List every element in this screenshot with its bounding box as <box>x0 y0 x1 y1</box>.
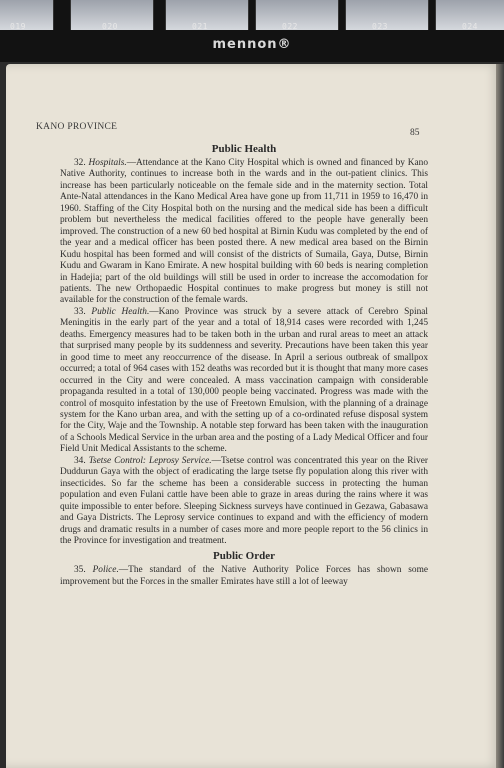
paragraph-title: Public Health. <box>91 306 150 317</box>
section-heading: Public Health <box>211 143 277 155</box>
film-strip <box>0 0 504 62</box>
page-number: 85 <box>410 128 420 138</box>
scanner-brand-logo: mennon® <box>212 37 292 52</box>
paragraph <box>60 158 428 307</box>
paragraph-number: 35. <box>74 565 86 576</box>
paragraph-body: —Tsetse control was concentrated this year on the River Duddurun Gaya with the object of eradicating the large tsetse fly population along this river with insecticides. So far the scheme has been a considerable success in protecting the human population and even Fulani cattle have been able to graze in areas during the rains where it was quite impossible to enter before. Sleeping Sickness surveys have continued in Gezawa, Gabasawa and Gaya Districts. The Leprosy service continues to expand and with the efficiency of modern drugs and dramatic results in a number of cases more and more people report to the 56 clinics in the Province for investigation and treatment. <box>60 455 428 546</box>
frame-number: 022 <box>282 22 298 31</box>
frame-number: 024 <box>462 22 478 31</box>
paragraph-title: Hospitals. <box>88 158 127 168</box>
paragraph-number: 32. <box>74 158 86 168</box>
running-header: KANO PROVINCE <box>36 122 118 132</box>
section-heading: Public Order <box>212 550 276 563</box>
paragraph-body: —Attendance at the Kano City Hospital which is owned and financed by Kano Native Authority, continues to increase both in the wards and in the out-patient clinics. This increase has been particularly noticeable on the female side and in the maternity section. Total Ante-Natal attendances in the Kano Medical Area have gone up from 11,711 in 1959 to 16,470 in 1960. Staffing of the City Hospital both on the nursing and the medical side has been a difficult problem but nevertheless the medical facilities offered to the people have generally been improved. The construction of a new 60 bed hospital at Birnin Kudu was completed by the end of the year and a medical officer has been posted there. A new medical area based on the Birnin Kudu hospital has been formed and will consist of the districts of Sumaila, Gaya, Dutse, Birnin Kudu and Gwaram in Kano Emirate. A new hospital building with 60 beds is nearing completion in Hadejia; part of the old buildings will still be used in order to increase the accomodation for patients. The new Orthopaedic Hospital continues to make progress but money is still not available for the construction of the female wards. <box>60 158 428 306</box>
document-page <box>6 64 500 768</box>
frame-number: 019 <box>10 22 26 31</box>
page-edge-shadow <box>496 64 504 768</box>
film-frame <box>0 0 54 30</box>
film-frames <box>0 0 504 36</box>
paragraph <box>60 456 428 548</box>
paragraph <box>60 565 428 588</box>
frame-number: 023 <box>372 22 388 31</box>
paragraph-body: —Kano Province was struck by a severe attack of Cerebro Spinal Meningitis in the early part of the year and a total of 18,914 cases were recorded with 1,245 deaths. Emergency measures had to be taken both in the urban and rural areas to meet an attack that surprised many people by its suddenness and severity. Precautions have been taken this year in good time to meet any reoccurrence of the disease. In April a serious outbreak of smallpox occurred; a total of 964 cases with 152 deaths was recorded but it is thought that many more cases occurred in the City and were concealed. A mass vaccination campaign with considerable propaganda resulted in a total of 130,000 people being vaccinated. Progress was made with the control of mosquito infestation by the use of Freetown Emulsion, with the planning of a drainage system for the Kano urban area, and with the setting up of a co-ordinated refuse disposal system for the City, Waje and the Township. A notable step forward has been taken with the inauguration of a Schools Medical Service in the urban area and the posting of a Lady Medical Officer and four Field Unit Medical Assistants to the scheme. <box>60 306 428 455</box>
page-body <box>60 143 428 588</box>
paragraph-title: Tsetse Control: Leprosy Service. <box>88 455 212 466</box>
paragraph-title: Police. <box>92 565 119 576</box>
paragraph <box>60 307 428 456</box>
paragraph-number: 34. <box>74 455 86 466</box>
frame-number: 021 <box>192 22 208 31</box>
paragraph-number: 33. <box>74 306 86 317</box>
frame-number: 020 <box>102 22 118 31</box>
paragraph-body: —The standard of the Native Authority Police Forces has shown some improvement but the Forces in the smaller Emirates have still a lot of leeway <box>60 565 429 587</box>
